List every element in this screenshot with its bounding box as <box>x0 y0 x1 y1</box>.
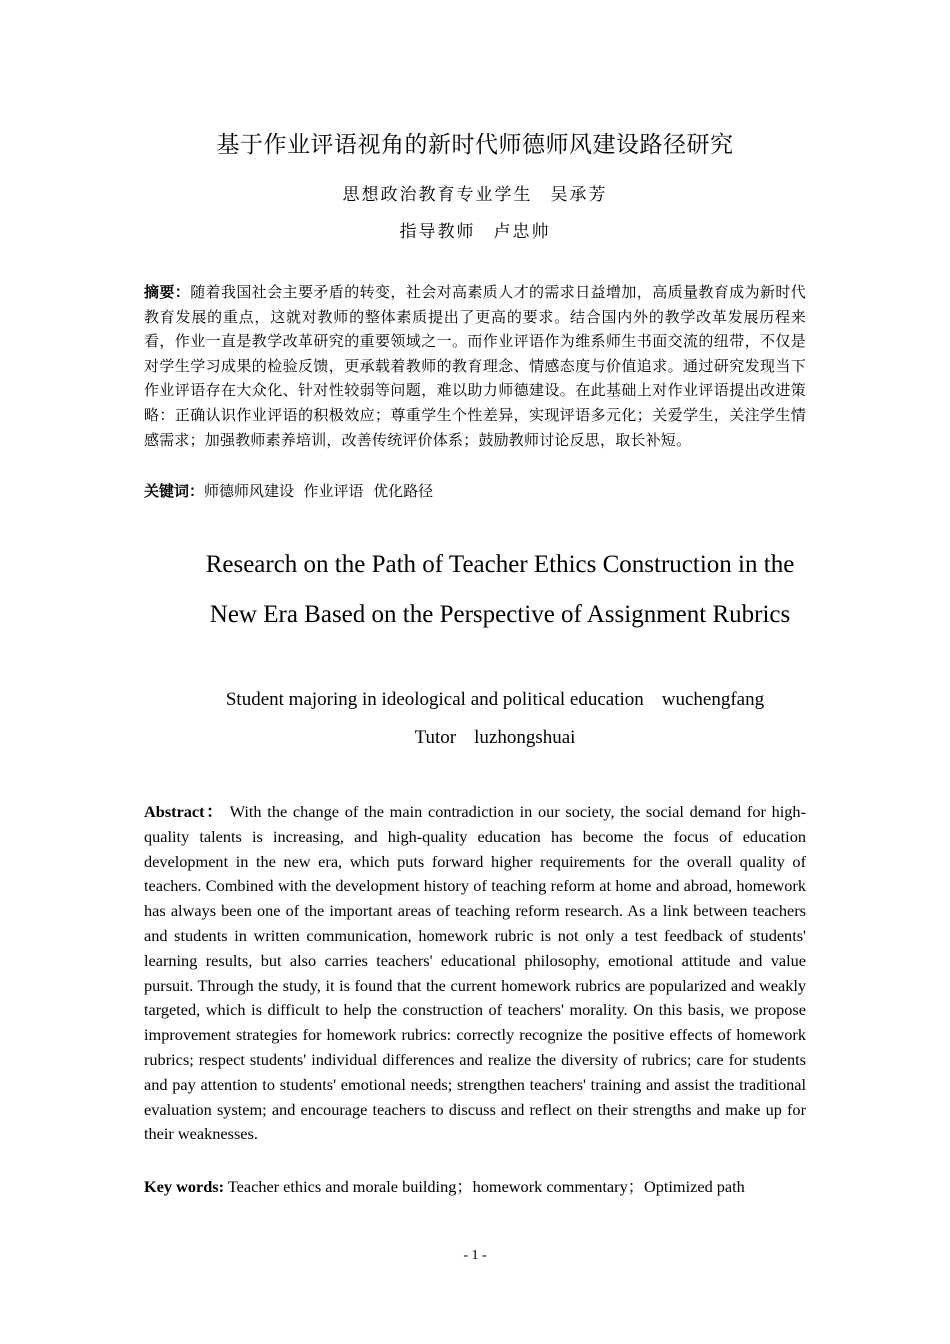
english-keywords-text: Teacher ethics and morale building；homework commentary；Optimized path <box>227 1177 745 1196</box>
chinese-title: 基于作业评语视角的新时代师德师风建设路径研究 <box>216 132 734 158</box>
english-abstract <box>144 800 806 1147</box>
english-tutor-name: luzhongshuai <box>474 727 576 748</box>
chinese-student-label: 思想政治教育专业学生 <box>342 185 533 205</box>
english-tutor-line <box>0 727 950 749</box>
english-keywords-label: Key words: <box>144 1177 225 1196</box>
english-student-name: wuchengfang <box>661 689 765 710</box>
chinese-tutor-line <box>0 217 950 242</box>
chinese-abstract <box>144 280 806 452</box>
chinese-keywords-text: 师德师风建设 作业评语 优化路径 <box>204 482 434 500</box>
chinese-tutor-name: 卢忠帅 <box>493 222 551 242</box>
page-number: - 1 - <box>463 1248 487 1263</box>
english-tutor-label: Tutor <box>414 727 457 748</box>
english-title-line-1: Research on the Path of Teacher Ethics Construction in the <box>205 551 795 578</box>
english-title <box>150 540 850 640</box>
chinese-tutor-label: 指导教师 <box>399 222 476 242</box>
english-abstract-label: Abstract： <box>144 802 225 821</box>
chinese-student-line <box>0 180 950 205</box>
english-keywords <box>144 1175 806 1199</box>
english-student-label: Student majoring in ideological and political education <box>225 689 644 710</box>
chinese-keywords-label: 关键词： <box>144 482 205 500</box>
chinese-keywords <box>144 480 806 502</box>
english-student-line <box>0 689 950 711</box>
chinese-abstract-label: 摘要： <box>144 283 191 301</box>
english-title-line-2: New Era Based on the Perspective of Assignment Rubrics <box>209 601 791 628</box>
chinese-student-name: 吴承芳 <box>550 185 608 205</box>
english-abstract-text: With the change of the main contradiction in our society, the social demand for high-quality talents is increasing, and high-quality education has become the focus of education development in the new era, which puts forward higher requirements for the overall quality of teachers. Combined with the development history of teaching reform at home and abroad, homework has always been one of the important areas of teaching reform research. As a link between teachers and students in written communication, homework rubric is not only a test feedback of students' learning results, but also carries teachers' educational philosophy, emotional attitude and value pursuit. Through the study, it is found that the current homework rubrics are popularized and weakly targeted, which is difficult to help the construction of teachers' morality. On this basis, we propose improvement strategies for homework rubrics: correctly recognize the positive effects of homework rubrics; respect students' individual differences and realize the diversity of rubrics; care for students and pay attention to students' emotional needs; strengthen teachers' training and assist the traditional evaluation system; and encourage teachers to discuss and reflect on their strengths and make up for their weaknesses. <box>144 802 806 1144</box>
chinese-abstract-text: 随着我国社会主要矛盾的转变，社会对高素质人才的需求日益增加，高质量教育成为新时代教育发展的重点，这就对教师的整体素质提出了更高的要求。结合国内外的教学改革发展历程来看，作业一直是教学改革研究的重要领域之一。而作业评语作为维系师生书面交流的纽带，不仅是对学生学习成果的检验反馈，更承载着教师的教育理念、情感态度与价值追求。通过研究发现当下作业评语存在大众化、针对性较弱等问题，难以助力师德建设。在此基础上对作业评语提出改进策略：正确认识作业评语的积极效应；尊重学生个性差异，实现评语多元化；关爱学生，关注学生情感需求；加强教师素养培训，改善传统评价体系；鼓励教师讨论反思，取长补短。 <box>144 283 806 449</box>
